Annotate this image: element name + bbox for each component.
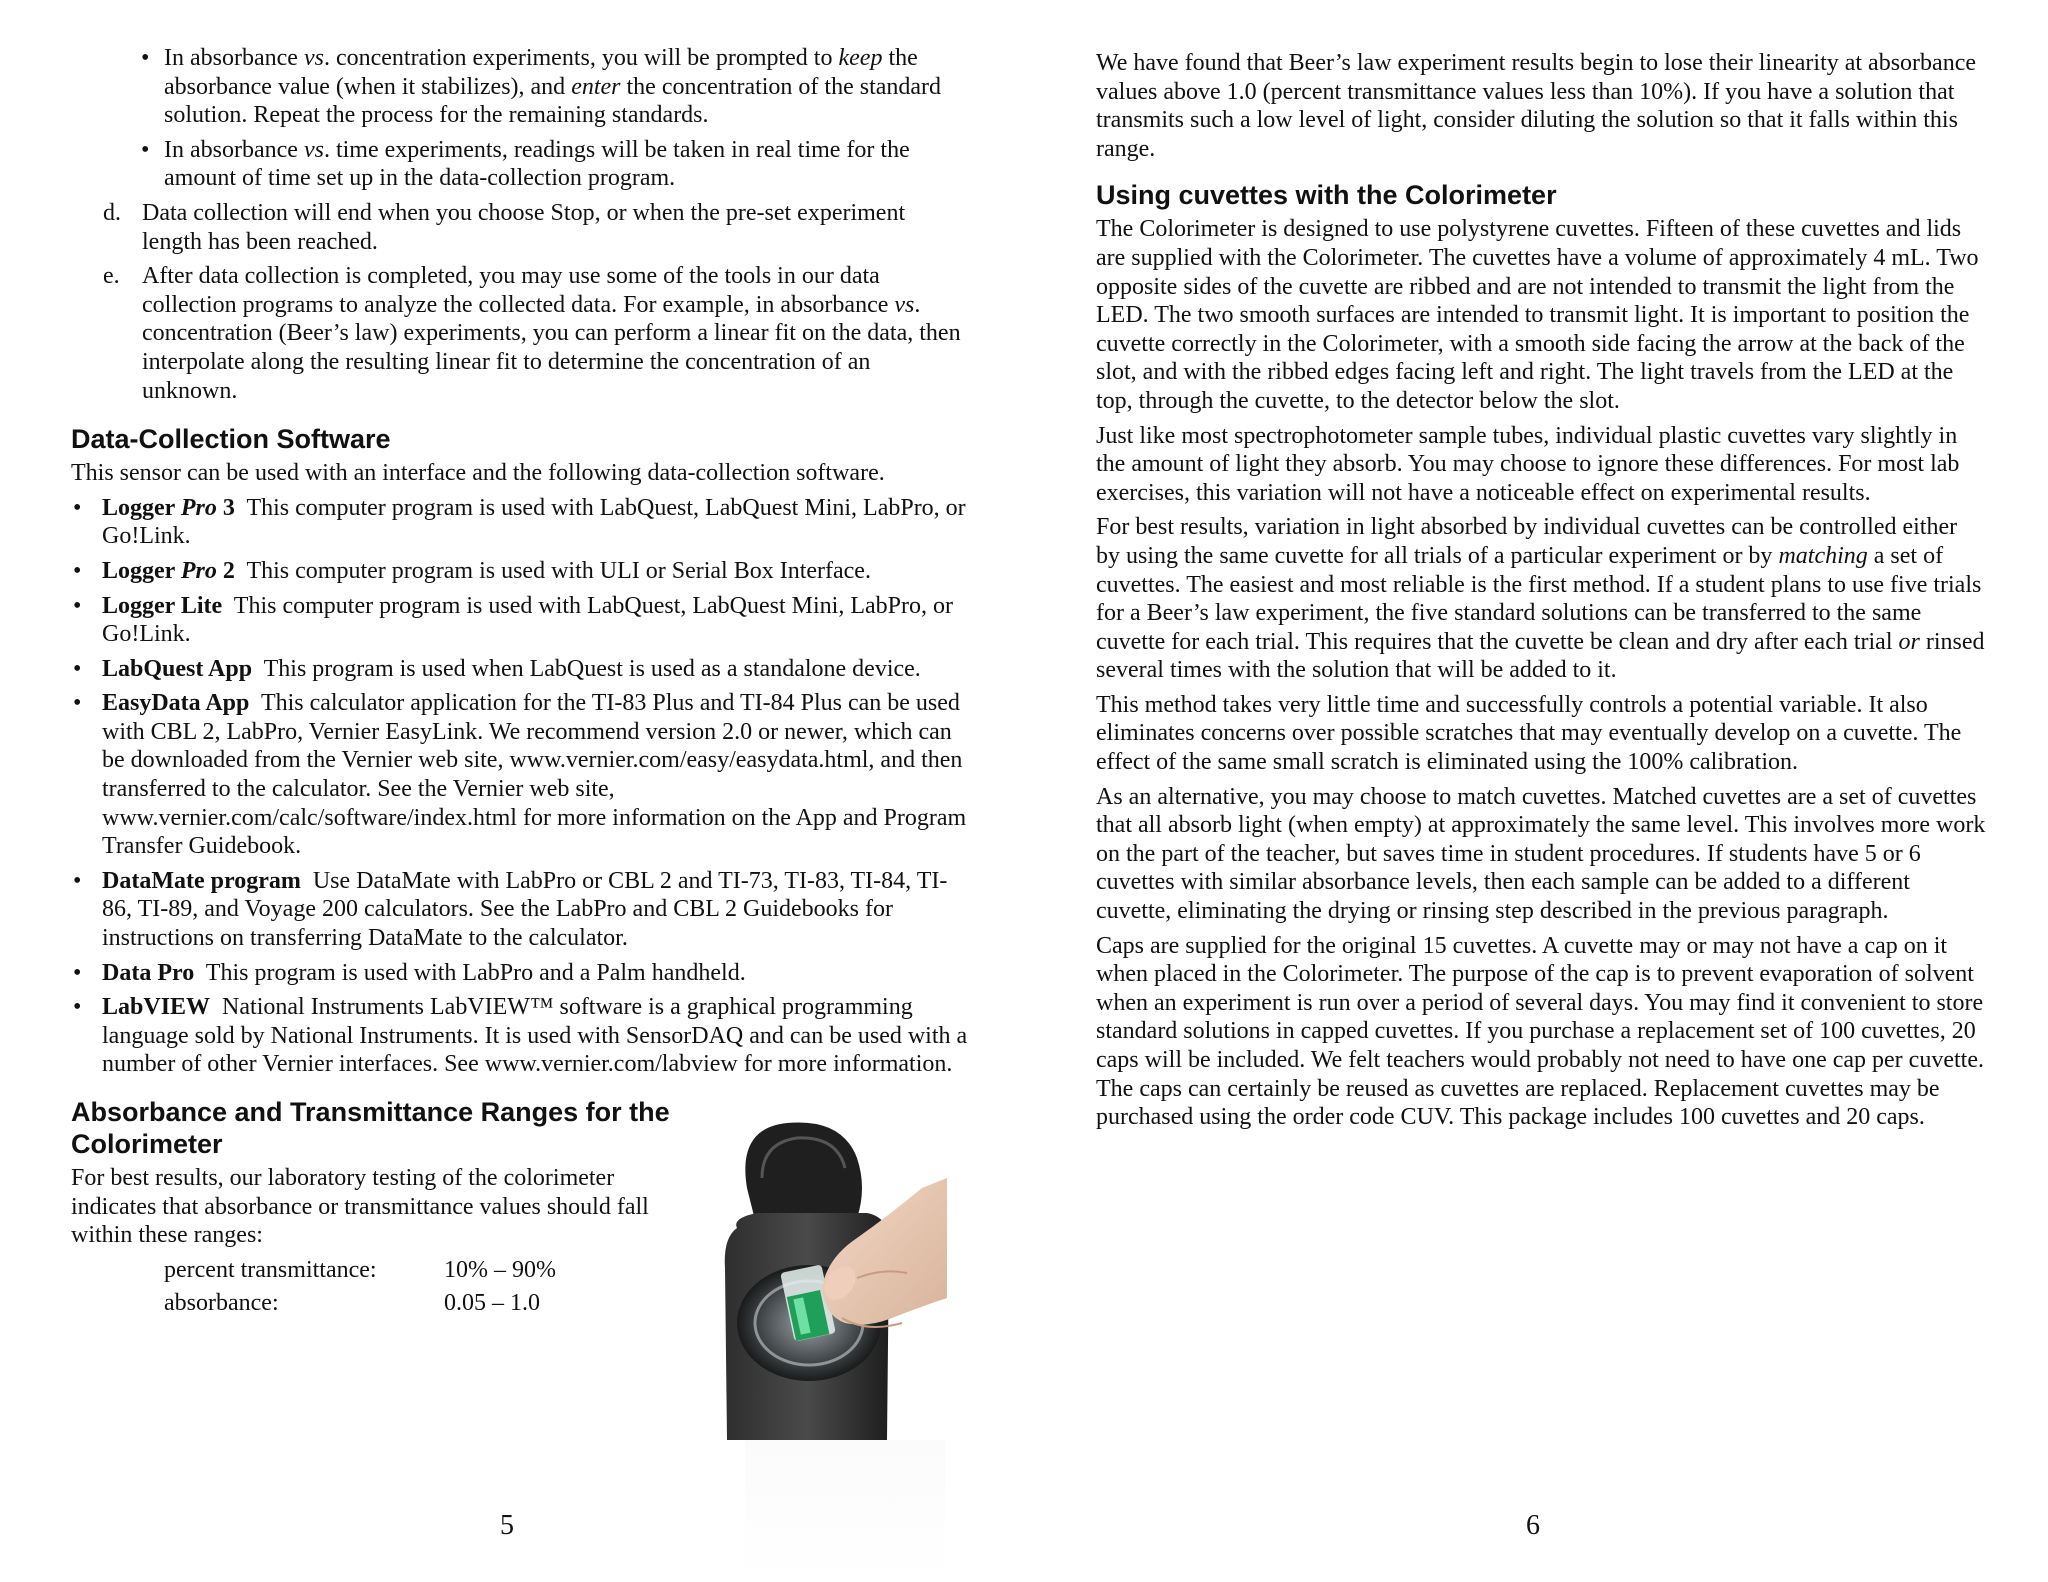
bullet-icon: • xyxy=(73,592,82,619)
range-value: 10% – 90% xyxy=(444,1256,556,1283)
bullet-icon: • xyxy=(73,494,82,521)
section-heading-ranges: Absorbance and Transmittance Ranges for the Colorimeter xyxy=(71,1097,670,1159)
step-marker: e. xyxy=(103,263,120,290)
software-name: EasyData App xyxy=(102,690,250,717)
bullet-icon: • xyxy=(73,655,82,682)
software-item: • LabQuest App This program is used when LabQuest is used as a standalone device. xyxy=(73,655,921,682)
software-intro: This sensor can be used with an interface and the following data-collection software. xyxy=(71,460,885,487)
ranges-intro: For best results, our laboratory testing of the colorimeter indicates that absorbance or transmittance values should fall within these ranges: xyxy=(71,1165,649,1249)
photo-shadow xyxy=(745,1440,945,1582)
page-number: 5 xyxy=(500,1510,514,1541)
right-column xyxy=(1096,49,1986,1138)
software-name: LabQuest App xyxy=(102,655,253,682)
software-item: • DataMate program Use DataMate with LabPro or CBL 2 and TI-73, TI-83, TI-84, TI-86, TI-89, and Voyage 200 calculators. See the LabPro and CBL 2 Guidebooks for instructions on transferring DataMate to the calculator. xyxy=(73,867,948,952)
page-number: 6 xyxy=(1526,1510,1540,1541)
step-d: d. Data collection will end when you choose Stop, or when the pre-set experiment length has been reached. xyxy=(103,199,906,255)
software-name: Logger Lite xyxy=(102,592,223,619)
section-heading-cuvettes: Using cuvettes with the Colorimeter xyxy=(1096,180,1557,211)
software-name: Logger Pro 2 xyxy=(102,557,235,584)
bullet-icon: • xyxy=(73,959,82,986)
range-label: percent transmittance: xyxy=(164,1256,377,1283)
range-value: 0.05 – 1.0 xyxy=(444,1289,540,1316)
right-page xyxy=(1024,0,2048,1582)
bullet-icon: • xyxy=(73,867,82,894)
bullet-icon: • xyxy=(73,557,82,584)
software-name: LabVIEW xyxy=(102,994,211,1021)
bullet-icon: • xyxy=(141,45,150,71)
software-item: • Logger Pro 2 This computer program is used with ULI or Serial Box Interface. xyxy=(73,557,871,584)
bullet-icon: • xyxy=(73,994,82,1021)
paragraph: For best results, variation in light absorbed by individual cuvettes can be controlled either by using the same cuvette for all trials of a particular experiment or by matching a set of cuvettes. The easiest and most reliable is the first method. If a student plans to use five trials for a Beer’s law experiment, the five standard solutions can be transferred to the same cuvette for each trial. This requires that the cuvette be clean and dry after each trial or rinsed several times with the solution that will be added to it. xyxy=(1096,514,1985,684)
software-name: DataMate program xyxy=(102,867,301,894)
step-marker: d. xyxy=(103,199,121,226)
step-e: e. After data collection is completed, you may use some of the tools in our data collection programs to analyze the collected data. For example, in absorbance vs. concentration (Beer’s law) experiments, you can perform a linear fit on the data, then interpolate along the resulting linear fit to determine the concentration of an unknown. xyxy=(103,263,961,404)
range-label: absorbance: xyxy=(164,1289,279,1316)
software-item: • EasyData App This calculator application for the TI-83 Plus and TI-84 Plus can be used with CBL 2, LabPro, Vernier EasyLink. We recommend version 2.0 or newer, which can be downloaded from the Vernier web site, www.vernier.com/easy/easydata.html, and then transferred to the calculator. See the Vernier web site, www.vernier.com/calc/software/index.html for more information on the App and Program Transfer Guidebook. xyxy=(73,690,967,860)
paragraph: Caps are supplied for the original 15 cuvettes. A cuvette may or may not have a cap on it when placed in the Colorimeter. The purpose of the cap is to prevent evaporation of solvent when an experiment is run over a period of several days. You may find it convenient to store standard solutions in capped cuvettes. If you purchase a replacement set of 100 cuvettes, 20 caps will be included. We felt teachers would probably not need to have one cap per cuvette. The caps can certainly be reused as cuvettes are replaced. Replacement cuvettes may be purchased using the order code CUV. This package includes 100 cuvettes and 20 caps. xyxy=(1096,932,1984,1131)
software-item: • LabVIEW National Instruments LabVIEW™ software is a graphical programming language sold by National Instruments. It is used with SensorDAQ and can be used with a number of other Vernier interfaces. See www.vernier.com/labview for more information. xyxy=(73,994,968,1078)
bullet-icon: • xyxy=(141,136,150,163)
software-item: • Logger Pro 3 This computer program is used with LabQuest, LabQuest Mini, LabPro, or Go!Link. xyxy=(73,494,966,550)
colorimeter-cuvette-photo xyxy=(717,1118,947,1440)
list-item: • In absorbance vs. concentration experiments, you will be prompted to keep the absorbance value (when it stabilizes), and enter the concentration of the standard solution. Repeat the process for the remaining standards. xyxy=(141,45,942,129)
software-item: • Logger Lite This computer program is used with LabQuest, LabQuest Mini, LabPro, or Go!Link. xyxy=(73,592,953,648)
paragraph: The Colorimeter is designed to use polystyrene cuvettes. Fifteen of these cuvettes and lids are supplied with the Colorimeter. The cuvettes have a volume of approximately 4 mL. Two opposite sides of the cuvette are ribbed and are not intended to transmit the light from the LED. The two smooth surfaces are intended to transmit light. It is important to position the cuvette correctly in the Colorimeter, with a smooth side facing the arrow at the back of the slot, and with the ribbed edges facing left and right. The light travels from the LED at the top, through the cuvette, to the detector below the slot. xyxy=(1096,216,1979,414)
list-item: • In absorbance vs. time experiments, readings will be taken in real time for the amount of time set up in the data-collection program. xyxy=(141,136,910,192)
intro-paragraph: We have found that Beer’s law experiment results begin to lose their linearity at absorbance values above 1.0 (percent transmittance values less than 10%). If you have a solution that transmits such a low level of light, consider diluting the solution so that it falls within this range. xyxy=(1096,50,1976,162)
paragraph: Just like most spectrophotometer sample tubes, individual plastic cuvettes vary slightly in the amount of light they absorb. You may choose to ignore these differences. For most lab exercises, this variation will not have a noticeable effect on experimental results. xyxy=(1096,422,1960,506)
software-item: • Data Pro This program is used with LabPro and a Palm handheld. xyxy=(73,959,746,986)
section-heading-software: Data-Collection Software xyxy=(71,424,391,455)
software-name: Data Pro xyxy=(102,959,195,986)
paragraph: This method takes very little time and successfully controls a potential variable. It also eliminates concerns over possible scratches that may eventually develop on a cuvette. The effect of the same small scratch is eliminated using the 100% calibration. xyxy=(1096,691,1962,776)
software-name: Logger Pro 3 xyxy=(102,494,235,521)
bullet-icon: • xyxy=(73,690,82,717)
paragraph: As an alternative, you may choose to match cuvettes. Matched cuvettes are a set of cuvettes that all absorb light (when empty) at approximately the same level. This involves more work on the part of the teacher, but saves time in student procedures. If students have 5 or 6 cuvettes with similar absorbance levels, then each sample can be added to a different cuvette, eliminating the drying or rinsing step described in the previous paragraph. xyxy=(1096,783,1986,925)
